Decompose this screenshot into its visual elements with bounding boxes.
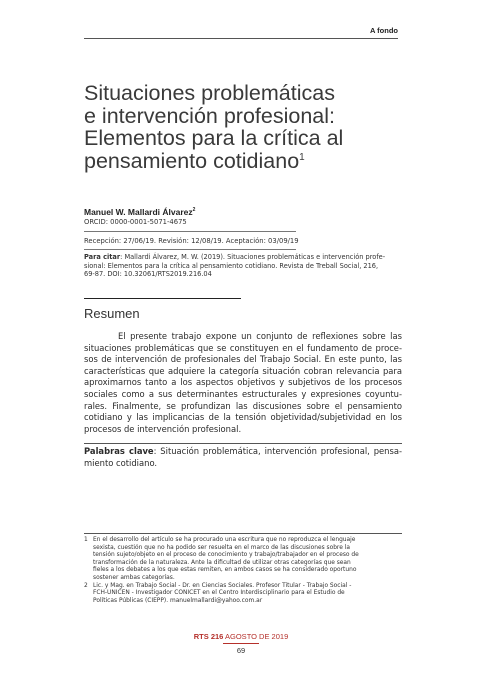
divider: [84, 249, 296, 250]
footnote-line: En el desarrollo del artículo se ha procurado una escritura que no reproduzca el lenguaje: [93, 537, 356, 543]
abstract-line: El presente trabajo expone un conjunto de reflexiones sobre las: [118, 331, 402, 341]
title-line: e intervención profesional:: [84, 103, 335, 128]
title-line-last: [84, 150, 404, 173]
keywords-rule: [84, 443, 402, 444]
abstract-line: situaciones problemáticas que se constituyen en el fundamento de proce-: [84, 342, 402, 353]
footnote-number: 1: [84, 537, 88, 543]
citation-line: sional: Elementos para la crítica al pensamiento cotidiano. Revista de Treball Social, 216,: [84, 261, 379, 270]
citation-line: [84, 253, 402, 262]
page-footer: [0, 632, 482, 641]
citation-label: Para citar: [84, 253, 121, 261]
abstract-heading: Resumen: [84, 306, 140, 321]
abstract-line: características que adquiere la categoría situación cobran relevancia para: [84, 365, 402, 376]
publication-dates: Recepción: 27/06/19. Revisión: 12/08/19. Aceptación: 03/09/19: [84, 237, 299, 245]
page-number: 69: [236, 646, 246, 655]
divider: [84, 231, 296, 232]
title-line: Elementos para la crítica al: [84, 126, 344, 150]
journal-issue: RTS 216: [193, 632, 224, 641]
footnotes-rule: [84, 533, 402, 534]
keywords-label: Palabras clave: [84, 446, 154, 456]
keywords-line: [84, 446, 402, 458]
abstract-line: sociales como a sus determinantes estructurales y expresiones coyuntu-: [84, 388, 402, 399]
keywords-text: : Situación problemática, intervención profesional, pensa-: [153, 446, 402, 456]
footnote-line: sostener ambas categorías.: [93, 574, 175, 581]
footnotes: [84, 537, 402, 605]
abstract-line: procesos de intervención profesional.: [84, 423, 242, 434]
keywords-line: miento cotidiano.: [84, 457, 158, 468]
title-line: Situaciones problemáticas: [84, 81, 335, 105]
author-footnote-marker[interactable]: 2: [192, 207, 196, 214]
abstract-line: rales. Finalmente, se profundizan las discusiones sobre el pensamiento: [84, 400, 402, 411]
issue-date: AGOSTO DE 2019: [225, 632, 289, 641]
citation-line: 69-87. DOI: 10.32061/RTS2019.216.04: [84, 270, 212, 279]
author-text: Manuel W. Mallardi Álvarez: [84, 207, 193, 217]
footer-rule: [223, 643, 259, 644]
footnote-number: 2: [84, 582, 88, 589]
footnote-line: fieles a los debates a los que estas remiten, en ambos casos se ha considerado oportuno: [93, 567, 357, 574]
footnote-line: Políticas Públicas (CIEPP). manuelmallardi@yahoo.com.ar: [93, 597, 263, 604]
section-label: A fondo: [369, 26, 398, 35]
author-name: [84, 207, 195, 217]
abstract-body: [84, 331, 402, 435]
title-footnote-marker[interactable]: 1: [299, 151, 305, 163]
section-rule: [84, 298, 241, 299]
abstract-line: sos de intervención de profesionales del Trabajo Social. En este punto, las: [84, 354, 402, 365]
abstract-line: cotidiano y las implicancias de la tensión objetividad/subjetividad en los: [84, 412, 402, 423]
citation: [84, 253, 402, 279]
abstract-line: aproximarnos tanto a los aspectos objetivos y subjetivos de los procesos: [84, 377, 402, 388]
keywords: [84, 446, 402, 469]
header-rule: [84, 38, 398, 39]
orcid: ORCID: 0000-0001-5071-4675: [84, 218, 187, 226]
footnote-line: FCH-UNICEN - Investigador CONICET en el Centro Interdisciplinario para el Estudio de: [93, 590, 345, 597]
footnote-line: tensión sujeto/objeto en el proceso de conocimiento y trabajo/trabajador en el proceso de: [93, 552, 359, 559]
footnote-line: transformación de la naturaleza. Ante la dificultad de utilizar otras categorías que sean: [93, 559, 351, 566]
footnote-line: sexista, cuestión que no ha podido ser resuelta en el marco de las discusiones sobre la: [93, 544, 350, 551]
footnote-line: Lic. y Mag. en Trabajo Social - Dr. en Ciencias Sociales. Profesor Titular - Trabajo Social -: [93, 582, 352, 589]
article-title: [84, 82, 404, 172]
citation-text: : Mallardi Álvarez, M. W. (2019). Situaciones problemáticas e intervención profe-: [120, 253, 386, 261]
footnote: [84, 583, 402, 606]
title-line: pensamiento cotidiano: [84, 148, 300, 173]
footnote: [84, 537, 402, 583]
